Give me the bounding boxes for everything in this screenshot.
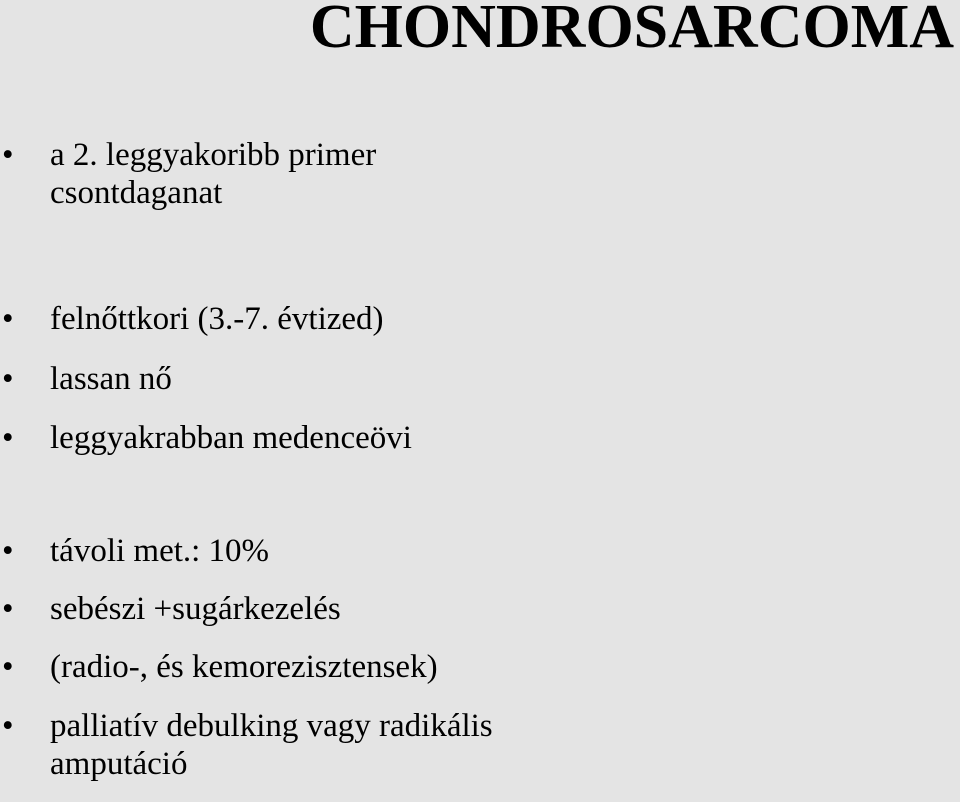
- bullet-line: csontdaganat: [50, 175, 223, 211]
- bullet-line: leggyakrabban medenceövi: [50, 420, 412, 456]
- bullet-line: (radio-, és kemorezisztensek): [50, 649, 438, 685]
- bullet-line: palliatív debulking vagy radikális: [50, 708, 493, 744]
- bullet-line: lassan nő: [50, 361, 172, 397]
- bullet-icon: •: [2, 137, 14, 173]
- bullet-text: [50, 360, 930, 398]
- bullet-line: amputáció: [50, 746, 188, 782]
- bullet-icon: •: [2, 591, 14, 627]
- bullet-text: [50, 532, 930, 570]
- bullet-line: távoli met.: 10%: [50, 533, 270, 569]
- slide-title: CHONDROSARCOMA: [309, 0, 954, 61]
- bullet-line: felnőttkori (3.-7. évtized): [50, 301, 384, 337]
- bullet-line: a 2. leggyakoribb primer: [50, 137, 377, 173]
- bullet-text: [50, 136, 610, 212]
- bullet-icon: •: [2, 708, 14, 744]
- bullet-icon: •: [2, 649, 14, 685]
- bullet-line: sebészi +sugárkezelés: [50, 591, 341, 627]
- bullet-text: [50, 648, 930, 686]
- bullet-text: [50, 300, 930, 338]
- bullet-text: [50, 707, 930, 783]
- bullet-icon: •: [2, 533, 14, 569]
- bullet-icon: •: [2, 361, 14, 397]
- bullet-text: [50, 590, 930, 628]
- bullet-icon: •: [2, 301, 14, 337]
- bullet-text: [50, 419, 930, 457]
- bullet-icon: •: [2, 420, 14, 456]
